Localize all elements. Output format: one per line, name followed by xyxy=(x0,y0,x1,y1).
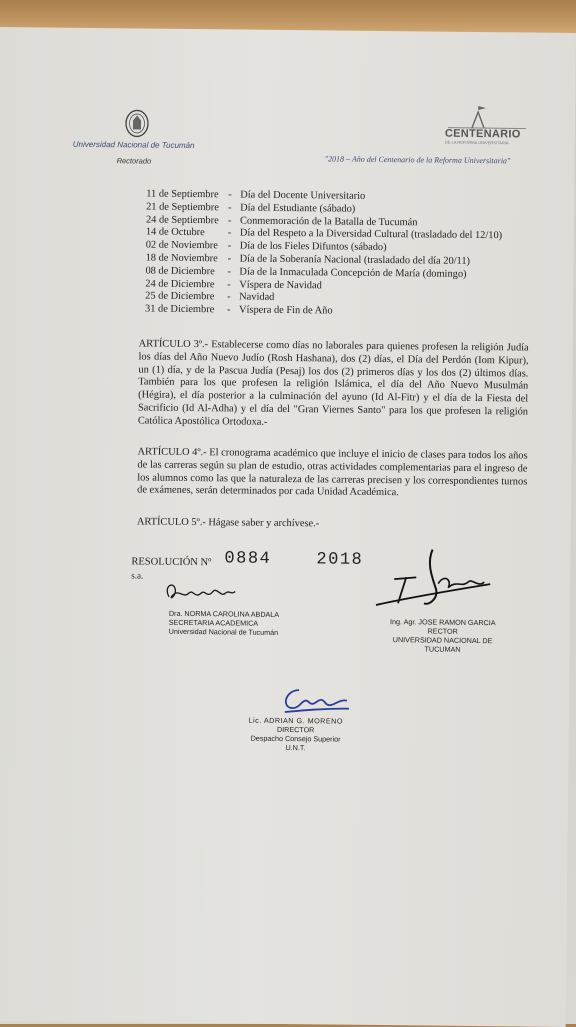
holiday-description: Conmemoración de la Batalla de Tucumán xyxy=(239,215,418,228)
resolution-number: 0884 xyxy=(224,549,272,569)
document-page xyxy=(0,27,576,1027)
typist-initials: s.a. xyxy=(131,570,144,581)
holiday-description: Día del Respeto a la Diversidad Cultural (trasladado del 12/10) xyxy=(239,227,503,242)
signatory-title: SECRETARIA ACADEMICA xyxy=(168,617,259,628)
holiday-description: Día de la Soberanía Nacional (trasladado del día 20/11) xyxy=(239,253,471,267)
resolution-label: RESOLUCIÓN Nº xyxy=(131,556,212,569)
signatory-office: Despacho Consejo Superior xyxy=(250,733,341,744)
university-name: Universidad Nacional de Tucumán xyxy=(72,139,195,151)
holiday-date: 31 de Diciembre xyxy=(145,303,215,316)
signature-block-rector xyxy=(383,617,501,654)
signatory-name: Dra. NORMA CAROLINA ABDALA xyxy=(168,608,280,619)
centenario-logo-subtitle: DE LA REFORMA UNIVERSITARIA xyxy=(444,139,509,146)
holiday-description: Navidad xyxy=(239,291,275,304)
holiday-description: Día de la Inmaculada Concepción de María (domingo) xyxy=(239,266,467,280)
holiday-separator: - xyxy=(227,214,232,227)
signatory-name: Ing. Agr. JOSE RAMON GARCIA xyxy=(390,617,496,628)
holiday-separator: - xyxy=(227,253,232,265)
holiday-date: 24 de Septiembre xyxy=(145,214,219,226)
holiday-date: 18 de Noviembre xyxy=(145,252,218,265)
signature-block-secretaria xyxy=(169,609,280,637)
holiday-date: 21 de Septiembre xyxy=(146,201,219,214)
office-name: Rectorado xyxy=(116,156,152,166)
holiday-separator: - xyxy=(227,304,231,316)
holiday-separator: - xyxy=(228,189,232,201)
article-5: ARTÍCULO 5º.- Hágase saber y archívese.- xyxy=(136,516,320,530)
resolution-year: 2018 xyxy=(316,550,364,570)
signature-moreno-icon xyxy=(277,682,351,719)
signatory-org: UNIVERSIDAD NACIONAL DE TUCUMAN xyxy=(392,635,493,654)
article-3: ARTÍCULO 3º.- Establecerse como días no laborales para quienes profesen la religión Judía los días del Año Nuevo Judío (Rosh Hashana), dos (2) días, el Día del Perdón (Iom Kipur), un (1) día, y de la Pascua Judía (Pesaj) los dos (2) primeros días y los dos (2) últimos días. También para los que profesen la religión Islámica, el día del Año Nuevo Musulmán (Hégira), el día posterior a la culminación del ayuno (Id Al-Fitr) y el día de la Fiesta del Sacrificio (Id Al-Adha) y el día del "Gran Viernes Santo" para los que profesen la religión Católica Apostólica Ortodoxa.- xyxy=(137,338,529,428)
year-motto: "2018 – Año del Centenario de la Reforma Universitaria" xyxy=(324,154,511,166)
signatory-org: U.N.T. xyxy=(285,743,306,753)
holiday-separator: - xyxy=(227,240,232,252)
holiday-date: 02 de Noviembre xyxy=(145,239,218,252)
holiday-description: Día del Docente Universitario xyxy=(240,189,366,202)
holiday-description: Víspera de Navidad xyxy=(239,279,322,291)
centenario-logo-title: CENTENARIO xyxy=(444,127,521,141)
signature-block-director xyxy=(240,716,350,753)
holiday-description: Día del Estudiante (sábado) xyxy=(240,202,356,215)
holiday-separator: - xyxy=(227,266,231,278)
holiday-date: 25 de Diciembre xyxy=(145,290,215,303)
signatory-title: RECTOR xyxy=(427,626,458,636)
holiday-date: 24 de Diciembre xyxy=(145,278,215,290)
university-seal-icon xyxy=(124,108,150,138)
signature-garcia-icon xyxy=(372,543,497,614)
holiday-date: 08 de Diciembre xyxy=(145,265,215,278)
holiday-row xyxy=(145,304,501,321)
holiday-description: Víspera de Fin de Año xyxy=(239,304,333,317)
signature-abdala-icon xyxy=(159,575,239,610)
article-4: ARTÍCULO 4º.- El cronograma académico que incluye el inicio de clases para todos los años de las carreras según su plan de estudio, otras actividades complementarias para el ingreso de los alumnos como las que la naturaleza de las carreras precisen y los correspondientes turnos de exámenes, serán determinados por cada Unidad Académica. xyxy=(137,446,528,499)
signatory-title: DIRECTOR xyxy=(276,724,315,735)
holiday-date: 14 de Octubre xyxy=(145,226,205,239)
holiday-separator: - xyxy=(227,227,232,239)
signatory-name: Lic. ADRIAN G. MORENO xyxy=(248,715,344,726)
holiday-separator: - xyxy=(227,278,231,290)
holiday-list xyxy=(145,189,503,321)
holiday-separator: - xyxy=(227,291,231,303)
signatory-org: Universidad Nacional de Tucumán xyxy=(168,626,279,637)
holiday-date: 11 de Septiembre xyxy=(146,188,219,201)
holiday-separator: - xyxy=(228,202,232,214)
holiday-description: Día de los Fieles Difuntos (sábado) xyxy=(239,240,387,254)
